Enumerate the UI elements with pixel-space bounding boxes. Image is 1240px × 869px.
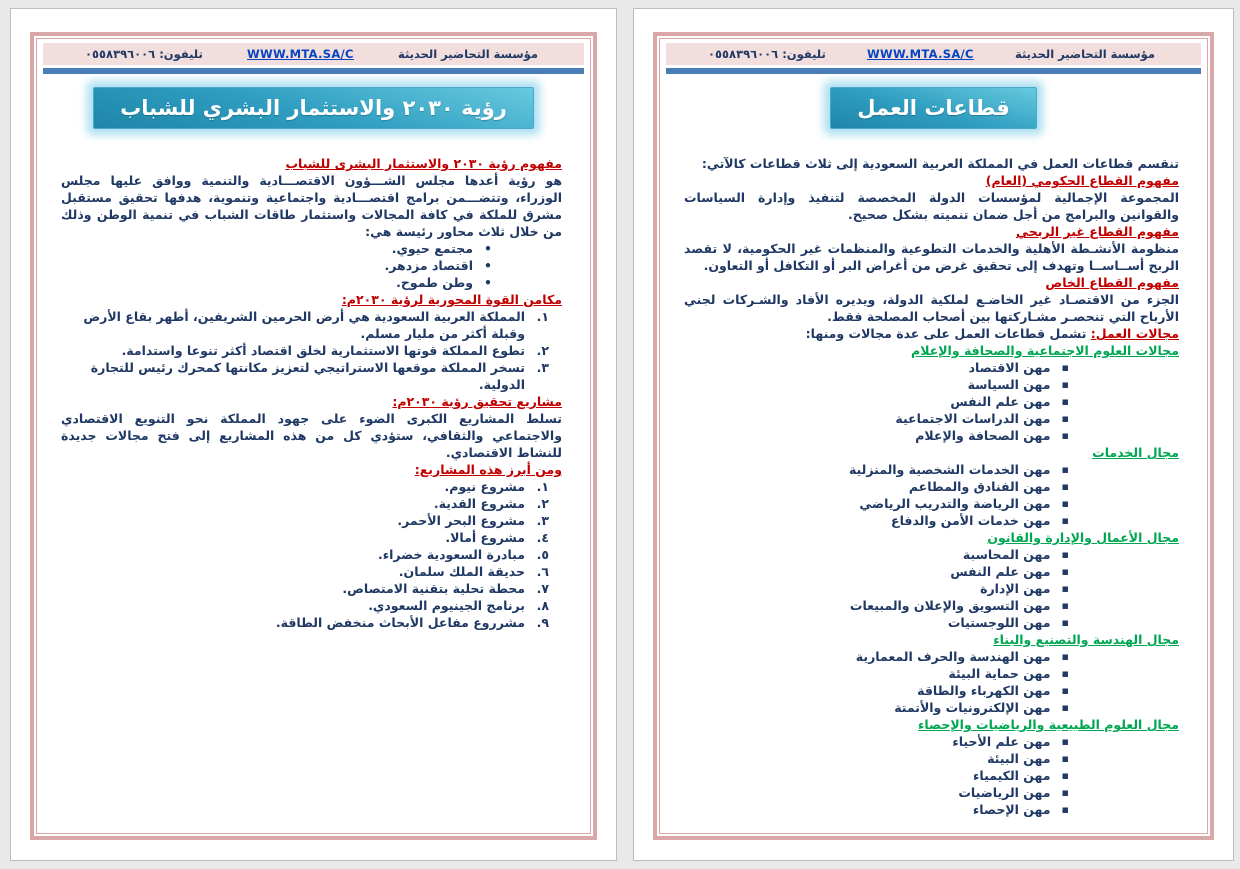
item-number: ١. (536, 479, 549, 494)
page-frame-inner (659, 38, 1208, 834)
item-text: مشروع نيوم. (444, 479, 525, 494)
bullet-item: • وطن طموح. (61, 274, 492, 291)
site-link[interactable]: WWW.MTA.SA/C (867, 47, 974, 61)
bullet-item: ▪ مهن الإحصاء (684, 801, 1069, 818)
page-content (666, 155, 1201, 818)
item-number: ٣. (536, 360, 549, 375)
section-heading-red: مفهوم رؤية ٢٠٣٠ والاستثمار البشرى للشباب (285, 156, 562, 171)
numbered-item (61, 580, 562, 597)
item-text: محطة تحلية بتقنية الامتصاص. (342, 581, 525, 596)
bullet-item: ▪ مهن خدمات الأمن والدفاع (684, 512, 1069, 529)
paragraph (684, 325, 1179, 342)
bullet-item: ▪ مهن علم النفس (684, 563, 1069, 580)
bullet-item: ▪ مهن التسويق والإعلان والمبيعات (684, 597, 1069, 614)
item-number: ١. (536, 309, 549, 324)
numbered-item (61, 597, 562, 614)
item-number: ٧. (536, 581, 549, 596)
item-number: ٢. (536, 496, 549, 511)
item-text: مشروع القدية. (433, 496, 525, 511)
bullet-item: ▪ مهن علم الأحياء (684, 733, 1069, 750)
page-1 (10, 8, 617, 861)
item-number: ٥. (536, 547, 549, 562)
item-text: حديقة الملك سلمان. (398, 564, 525, 579)
bullet-list (684, 648, 1179, 716)
paragraph: الجزء من الاقتصـاد غير الخاضـع لملكية الدولة، ويديره الأفاد والشـركات لجني الأرباح التي تنحصـر مشـاركتها بين أصحاب المصلحة فقط. (684, 292, 1179, 324)
section-heading-red: مفهوم القطاع غير الربحي (1016, 224, 1179, 239)
bullet-item: ▪ مهن اللوجستيات (684, 614, 1069, 631)
org-name: مؤسسة التحاضير الحديثة (1014, 47, 1155, 61)
paragraph: منظومة الأنشـطة الأهلية والخدمات التطوعية والمنظمات غير الحكومية، لا تقصد الربح أســاســا وتهدف إلى تحقيق غرض من أغراض البر أو التكافل أو التعاون. (684, 241, 1179, 273)
bullet-list (684, 546, 1179, 631)
numbered-item (61, 478, 562, 495)
org-name: مؤسسة التحاضير الحديثة (397, 47, 538, 61)
numbered-item (61, 342, 562, 359)
paragraph: المجموعة الإجمالية لمؤسسات الدولة المخصصة لتنفيذ وإدارة السياسات والقوانين والبرامج من أجل ضمان تنميته بشكل صحيح. (684, 190, 1179, 222)
section-heading-red: مكامن القوة المحورية لرؤية ٢٠٣٠م: (341, 292, 562, 307)
bullet-list (684, 461, 1179, 529)
phone-number: تليفون: ٠٥٥٨٣٩٦٠٠٦ (85, 47, 203, 61)
bullet-item: ▪ مهن علم النفس (684, 393, 1069, 410)
bullet-list (61, 240, 562, 291)
item-text: مشرروع مفاعل الأبحاث منخفض الطاقة. (275, 615, 525, 630)
numbered-item (61, 495, 562, 512)
phone-number: تليفون: ٠٥٥٨٣٩٦٠٠٦ (708, 47, 826, 61)
page-header (666, 43, 1201, 65)
item-text: تطوع المملكة قوتها الاستثمارية لخلق اقتصاد أكثر تنوعا واستدامة. (121, 343, 525, 358)
section-heading-green: مجال الأعمال والإدارة والقانون (987, 530, 1179, 545)
item-number: ٩. (536, 615, 549, 630)
site-link[interactable]: WWW.MTA.SA/C (247, 47, 354, 61)
bullet-item: ▪ مهن البيئة (684, 750, 1069, 767)
numbered-item (61, 546, 562, 563)
bullet-item: ▪ مهن الكهرباء والطاقة (684, 682, 1069, 699)
bullet-item: ▪ مهن الاقتصاد (684, 359, 1069, 376)
section-heading-green: مجال العلوم الطبيعية والرياضيات والإحصاء (917, 717, 1179, 732)
page-content (43, 155, 584, 631)
bullet-item: ▪ مهن الإلكترونيات والأتمتة (684, 699, 1069, 716)
section-heading-red: مشاريع تحقيق رؤية ٢٠٣٠م: (392, 394, 562, 409)
section-heading-red: ومن أبرز هذه المشاريع: (414, 462, 562, 477)
numbered-item (61, 614, 562, 631)
item-number: ٤. (536, 530, 549, 545)
page-frame (653, 32, 1214, 840)
item-number: ٢. (536, 343, 549, 358)
page-title: قطاعات العمل (830, 87, 1037, 129)
numbered-item (61, 512, 562, 529)
bullet-item: • مجتمع حيوي. (61, 240, 492, 257)
page-2 (633, 8, 1234, 861)
numbered-item (61, 563, 562, 580)
divider-bar (666, 68, 1201, 74)
numbered-item (61, 529, 562, 546)
title-row (666, 87, 1201, 145)
section-heading-red: مفهوم القطاع الخاص (1045, 275, 1179, 290)
item-text: برنامج الجينيوم السعودي. (368, 598, 525, 613)
bullet-list (684, 359, 1179, 444)
item-text: مشروع البحر الأحمر. (397, 513, 525, 528)
bullet-item: ▪ مهن الإدارة (684, 580, 1069, 597)
item-number: ٨. (536, 598, 549, 613)
section-heading-red: مفهوم القطاع الحكومي (العام) (985, 173, 1179, 188)
numbered-list (61, 308, 562, 393)
section-heading-green: مجال الهندسة والتصنيع والبناء (993, 632, 1179, 647)
paragraph: تنقسم قطاعات العمل في المملكة العربية السعودية إلى ثلاث قطاعات كالآتي: (701, 156, 1179, 171)
item-text: تسخر المملكة موقعها الاستراتيجي لتعزيز مكانتها كمحرك رئيس للتجارة الدولية. (90, 360, 525, 392)
item-text: المملكة العربية السعودية هي أرض الحرمين الشريفين، أطهر بقاع الأرض وقبلة أكثر من مليار مسلم. (83, 309, 525, 341)
numbered-item (61, 359, 562, 393)
section-heading-green: مجال الخدمات (1092, 445, 1179, 460)
numbered-list (61, 478, 562, 631)
page-frame (30, 32, 597, 840)
bullet-item: ▪ مهن حماية البيئة (684, 665, 1069, 682)
lead-text: تشمل قطاعات العمل على عدة مجالات ومنها: (805, 326, 1091, 341)
divider-bar (43, 68, 584, 74)
section-heading-green: مجالات العلوم الاجتماعية والصحافة والإعلام (911, 343, 1179, 358)
bullet-item: ▪ مهن الخدمات الشخصية والمنزلية (684, 461, 1069, 478)
item-number: ٦. (536, 564, 549, 579)
bullet-item: ▪ مهن الكيمياء (684, 767, 1069, 784)
bullet-item: ▪ مهن الهندسة والحرف المعمارية (684, 648, 1069, 665)
bullet-item: ▪ مهن الرياضيات (684, 784, 1069, 801)
bullet-list (684, 733, 1179, 818)
bullet-item: ▪ مهن الدراسات الاجتماعية (684, 410, 1069, 427)
page-frame-inner (36, 38, 591, 834)
bullet-item: ▪ مهن السياسة (684, 376, 1069, 393)
title-row (43, 87, 584, 145)
page-header (43, 43, 584, 65)
bullet-item: ▪ مهن الفنادق والمطاعم (684, 478, 1069, 495)
page-title: رؤية ٢٠٣٠ والاستثمار البشري للشباب (93, 87, 534, 129)
paragraph: هو رؤية أعدها مجلس الشـــؤون الاقتصـــادية والتنمية ووافق عليها مجلس الوزراء، وتتضـــمن برامج اقتصـــادية واجتماعية وتنموية، هدفها تحقيق مستقبل مشرق للملكة في كافة المجالات واستثمار طاقات الشباب في تنمية الوطن وذلك من خلال ثلاث محاور رئيسة هي: (61, 173, 562, 239)
bullet-item: ▪ مهن الصحافة والإعلام (684, 427, 1069, 444)
bullet-item: • اقتصاد مزدهر. (61, 257, 492, 274)
bullet-item: ▪ مهن الرياضة والتدريب الرياضي (684, 495, 1069, 512)
lead-label: مجالات العمل: (1090, 326, 1179, 341)
paragraph: تسلط المشاريع الكبرى الضوء على جهود المملكة نحو التنويع الاقتصادي والاجتماعي والثقافي، ستؤدي كل من هذه المشاريع إلى فتح مجالات جديدة للنشاط الاقتصادي. (61, 411, 562, 460)
numbered-item (61, 308, 562, 342)
item-text: مشروع أمالا. (445, 530, 525, 545)
item-text: مبادرة السعودية خضراء. (377, 547, 525, 562)
bullet-item: ▪ مهن المحاسبة (684, 546, 1069, 563)
item-number: ٣. (536, 513, 549, 528)
